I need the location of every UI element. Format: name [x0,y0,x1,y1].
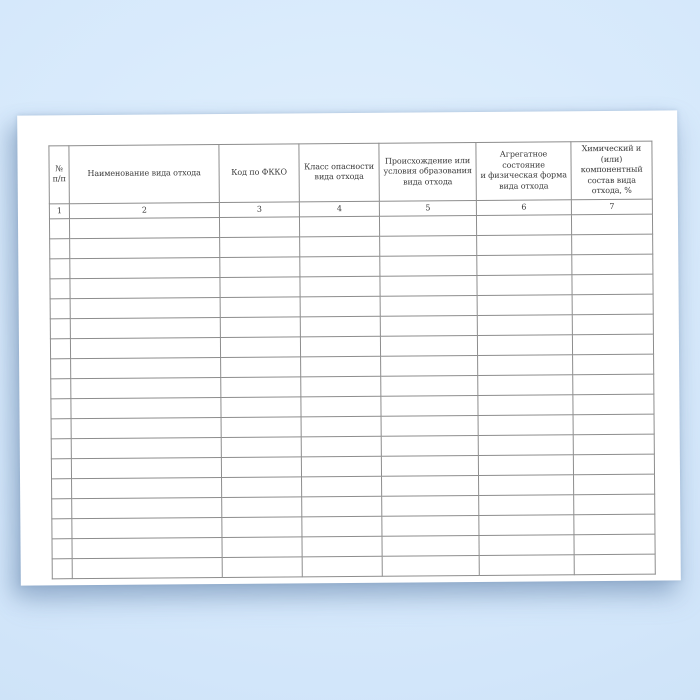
column-number: 7 [571,199,652,215]
table-cell [220,297,300,318]
table-cell [70,277,220,298]
table-cell [50,338,70,358]
table-cell [380,235,477,256]
table-cell [219,217,299,238]
waste-types-table [48,141,655,579]
column-header-num: № п/п [49,146,69,204]
table-cell [222,537,302,558]
table-cell [381,355,478,376]
table-cell [70,317,220,338]
table-cell [380,315,477,336]
column-number: 5 [379,200,476,216]
table-cell [302,516,382,537]
table-cell [573,394,654,415]
table-cell [50,278,70,298]
table-cell [51,438,71,458]
table-cell [72,477,222,498]
table-cell [382,555,479,576]
table-cell [300,316,380,337]
table-cell [572,294,653,315]
table-cell [381,375,478,396]
table-cell [300,296,380,317]
table-cell [72,537,222,558]
table-cell [478,354,573,375]
table-cell [72,497,222,518]
table-cell [301,356,381,377]
table-cell [51,378,71,398]
table-cell [382,535,479,556]
table-cell [301,436,381,457]
table-cell [50,318,70,338]
table-cell [479,474,574,495]
table-cell [221,397,301,418]
table-cell [71,397,221,418]
table-cell [574,474,655,495]
table-cell [51,418,71,438]
table-cell [220,317,300,338]
table-cell [52,558,72,578]
table-cell [221,417,301,438]
table-cell [574,534,655,555]
table-cell [477,334,572,355]
table-cell [52,498,72,518]
table-cell [478,434,573,455]
table-cell [381,395,478,416]
table-cell [574,514,655,535]
table-cell [221,357,301,378]
table-cell [380,335,477,356]
table-cell [573,374,654,395]
table-cell [220,257,300,278]
table-cell [71,357,221,378]
document-sheet [17,110,681,585]
table-cell [477,314,572,335]
table-cell [381,455,478,476]
table-cell [72,557,222,578]
table-cell [302,556,382,577]
table-cell [220,337,300,358]
column-header-chemical-composition: Химический и (или) компонентный состав вида отхода, % [571,141,652,199]
table-cell [222,557,302,578]
table-cell [478,374,573,395]
table-cell [51,458,71,478]
table-cell [573,354,654,375]
table-cell [571,214,652,235]
table-cell [381,435,478,456]
column-number: 6 [476,199,571,215]
table-cell [222,497,302,518]
table-cell [50,298,70,318]
table-cell [479,554,574,575]
table-cell [478,414,573,435]
table-cell [72,517,222,538]
table-cell [70,257,220,278]
table-cell [382,475,479,496]
table-cell [220,277,300,298]
column-number: 4 [299,201,379,217]
table-cell [574,494,655,515]
table-cell [71,417,221,438]
table-cell [71,377,221,398]
table-cell [71,457,221,478]
table-cell [221,437,301,458]
table-cell [572,274,653,295]
column-header-name: Наименование вида отхода [69,145,219,204]
column-number: 1 [49,203,69,218]
column-header-origin: Происхождение или условия образования вида отхода [379,142,476,200]
column-header-hazard-class: Класс опасности вида отхода [299,143,379,201]
table-header [49,141,653,218]
table-cell [380,295,477,316]
table-cell [572,234,653,255]
table-cell [220,237,300,258]
table-cell [381,415,478,436]
table-cell [301,376,381,397]
table-cell [300,256,380,277]
table-body [49,214,655,579]
table-cell [478,454,573,475]
table-cell [573,414,654,435]
table-cell [302,536,382,557]
table-cell [300,236,380,257]
table-cell [380,275,477,296]
table-cell [52,478,72,498]
column-number: 3 [219,202,299,218]
table-cell [380,255,477,276]
table-cell [478,394,573,415]
table-cell [382,515,479,536]
table-cell [302,476,382,497]
table-cell [51,358,71,378]
table-cell [302,496,382,517]
table-cell [49,218,69,238]
table-cell [574,554,655,575]
table-cell [300,276,380,297]
table-cell [479,534,574,555]
table-cell [301,396,381,417]
column-header-aggregate-state: Агрегатное состояние и физическая форма вида отхода [476,142,571,200]
table-cell [50,258,70,278]
table-cell [301,416,381,437]
table-cell [300,336,380,357]
table-cell [477,234,572,255]
table-cell [476,214,571,235]
table-cell [301,456,381,477]
table-cell [221,377,301,398]
table-cell [222,517,302,538]
table-cell [477,274,572,295]
table-cell [52,518,72,538]
table-cell [573,454,654,475]
table-cell [70,237,220,258]
column-header-fkko-code: Код по ФККО [219,144,299,202]
table-cell [479,514,574,535]
table-cell [479,494,574,515]
table-cell [572,254,653,275]
table-cell [572,314,653,335]
table-cell [71,437,221,458]
header-row [49,141,652,203]
table-cell [382,495,479,516]
table-cell [379,215,476,236]
column-number: 2 [69,202,219,218]
table-cell [222,477,302,498]
table-row [52,554,655,579]
table-cell [70,297,220,318]
table-cell [299,216,379,237]
table-cell [51,398,71,418]
table-cell [50,238,70,258]
table-cell [573,434,654,455]
table-cell [52,538,72,558]
table-cell [69,217,219,238]
table-cell [477,294,572,315]
table-cell [221,457,301,478]
table-cell [572,334,653,355]
table-cell [70,337,220,358]
table-cell [477,254,572,275]
